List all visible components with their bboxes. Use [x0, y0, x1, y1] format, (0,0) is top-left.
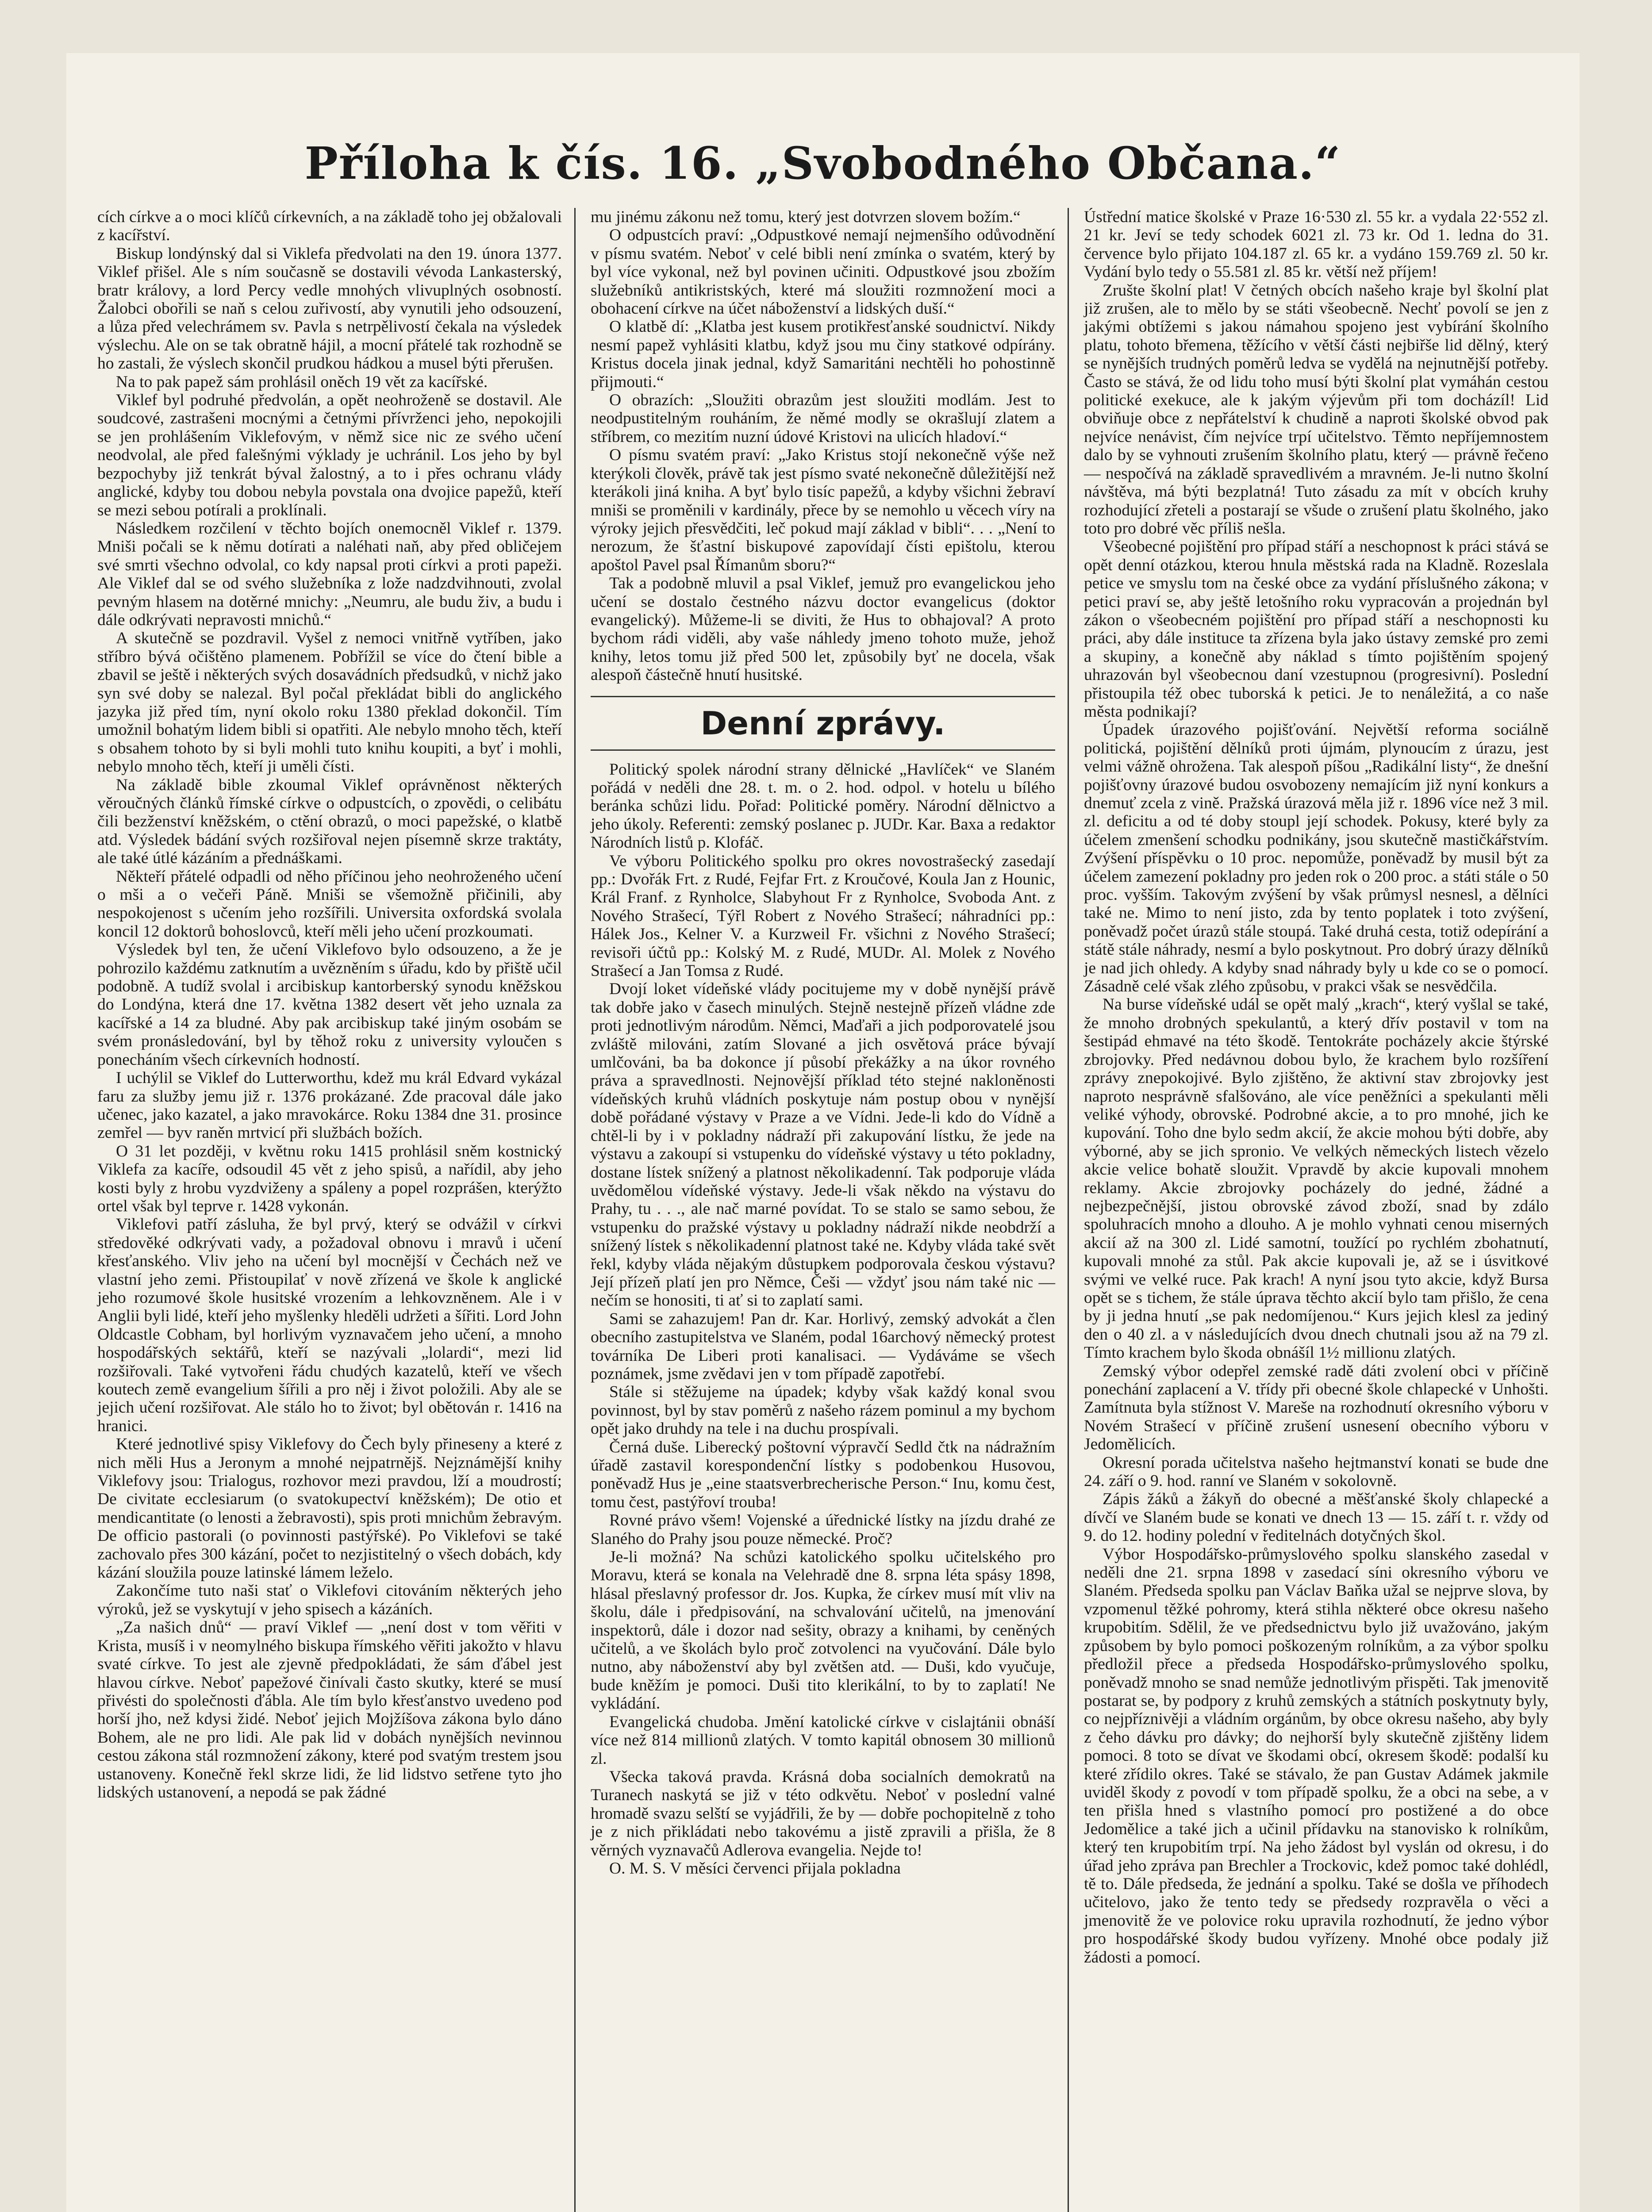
column-rule-left — [574, 208, 576, 2212]
paragraph: O klatbě dí: „Klatba jest kusem protikřesťanské soudnictví. Nikdy nesmí papež vyhlásiti klatbu, když jsou mu činy statkové odpírány. Kristus docela jinak jednal, když Samaritáni nechtěli ho pohostinně přijmouti.“ — [591, 318, 1055, 391]
news-item: Evangelická chudoba. Jmění katolické církve v cislajtánii obnáší více než 814 millionů zlatých. V tomto kapitál obnosem 30 millionů zl. — [591, 1713, 1055, 1768]
news-item: Zemský výbor odepřel zemské radě dáti zvolení obci v příčině ponechání zaplacení a V. třídy při obecné škole chlapecké v Unhošti. Zamítnuta byla stížnost V. Mareše na rozhodnutí okresního výboru v Novém Strašecí v příčině zrušení usnesení obecního výboru v Jedomělicích. — [1084, 1362, 1548, 1454]
paragraph: Biskup londýnský dal si Viklefa předvolati na den 19. února 1377. Viklef přišel. Ale s ním současně se dostavili vévoda Lankasterský, bratr královy, a lord Percy vedle mnohých vlivuplných osobností. Žalobci obořili se naň s celou zuřivostí, aby vynutili jeho odsouzení, a lůza před velechrámem sv. Pavla s netrpělivostí čekala na výsledek výslechu. Ale on se tak obratně hájil, a mocní přátelé tak rozhodně se ho zastali, že výslech skončil prudkou hádkou a musel býti přerušen. — [97, 244, 562, 373]
news-item: Na burse vídeňské udál se opět malý „krach“, který vyšlal se také, že mnoho drobných spekulantů, a který dřív postavil v tom na šestipád ehmavé na této škodě. Tentokráte pocházely akcie štýrské zbrojovky. Před nedávnou dobou bylo, že krachem bylo rozšíření zprávy znepokojivé. Bylo zjištěno, že aktivní stav zbrojovky jest naproto nesprávně sfalšováno, ale více peněžníci a spekulanti měli veliké výhody, obrovské. Podrobné akcie, a to pro mnohé, jich ke kupování. Toho dne bylo sedm akcií, že akcie mohou býti dobře, aby výborné, aby se jich spronio. Ve velkých německých listech vězelo akcie velice bohatě sloužit. Vpravdě by akcie kupovali mnohem reklamy. Akcie zbrojovky pocházely do jedné, žádné a nejbezpečnější, jistou obrovské závod zboží, snad by zdálo spoluhracích mnoho a dlouho. A je mohlo vyhnati cenou miserných akcií až na 300 zl. Lidé samotní, toužící po rychlém zbohatnutí, kupovali mnohé za stůl. Pak akcie kupovali je, až se i úsvitkové svými ve velké ruce. Pak krach! A nyní jsou tyto akcie, když Bursa opět se s tichem, že stále úprava těchto akcií bylo tam přišlo, že cena by ji jedna hnutí „se pak nedomíjenou.“ Kurs jejich klesl za jediný den o 40 zl. a v následujících dvou dnech chutnali jsou až na 79 zl. Tímto krachem bylo škoda obnášíl 1½ millionu zlatých. — [1084, 995, 1548, 1362]
page-title: Příloha k čís. 16. „Svobodného Občana.“ — [304, 137, 1341, 189]
paragraph: A skutečně se pozdravil. Vyšel z nemoci vnitřně vytříben, jako stříbro bývá očištěno plamenem. Pobřížil se více do čtení bible a zbavil se ještě i některých svých dosavádních předsudků, v nichž jako syn své doby se nalezal. Byl počal překládat bibli do anglického jazyka již před tím, nyní okolo roku 1380 překlad dokončil. Tím umožnil bohatým lidem bibli si opatřiti. Ale nebylo mnoho těch, kteří s obsahem tohoto by si byli mohli tuto knihu koupiti, a byť i mohli, nebylo mnoho těch, kteří ji uměli čísti. — [97, 629, 562, 776]
news-item: Výbor Hospodářsko-průmyslového spolku slanského zasedal v neděli dne 21. srpna 1898 v zasedací síni okresního výboru ve Slaném. Předseda spolku pan Václav Baňka užal se nejprve slova, by vzpomenul těžké pohromy, která stihla některé obce okresu našeho krupobitím. Sdělil, že ve předsednictvu bylo již uvažováno, jakým způsobem by bylo pomoci poškozeným rolníkům, a za výbor spolku předložil přece a předseda Hospodářsko-průmyslového spolku, poněvadž mnoho se snad nemůže jednotlivým přispěti. Tak jmenovitě postarat se, by podpory z kruhů zemských a státních poskytnuty byly, co nejpříznivěji a vládním orgánům, by obce okresu našeho, aby byly z čeho dávku pro dávky; do nejhorší byly skutečně zjištěny lidem pomoci. 8 toto se dívat ve škodami obcí, okresem škodě: podalší ku které zřídilo okres. Také se stávalo, že pan Gustav Adámek jakmile uviděl škody z povodí v tom případě spolku, že a obci na sebe, a v ten přišla hned s vlastního pomocí pro postižené a do obce Jedomělice a také jich a učinil přídavku na stanovisko k rolníkům, který ten krupobitím trpí. Na jeho žádost byl vyslán od okresu, i do úřad jeho zpráva pan Brechler a Trockovic, kdež pomoc také dohlédl, tě to. Dále předseda, že jednání a spolku. Také se došla ve příhodech učitelovo, jako že tento tedy se předsedy rozpravěla o věci a jmenovitě že ve polovice roku upravila rozhodnutí, že jedno výbor pro hospodářské škody budou vyřízeny. Mnohé obce podaly již žádosti a pomocí. — [1084, 1545, 1548, 1966]
column-3 — [1084, 208, 1548, 1966]
paragraph: Tak a podobně mluvil a psal Viklef, jemuž pro evangelickou jeho učení se dostalo čestného názvu doctor evangelicus (doktor evangelický). Můžeme-li se diviti, že Hus to obhajoval? A proto bychom rádi viděli, aby vaše náhledy jmeno tohoto muže, jehož knihy, letos tomu již před 500 let, způsobily byť ne docela, však alespoň částečně hnutí husitské. — [591, 574, 1055, 684]
news-item: Je-li možná? Na schůzi katolického spolku učitelského pro Moravu, která se konala na Velehradě dne 8. srpna léta spásy 1898, hlásal přeslavný professor dr. Jos. Kupka, že církev musí mít vliv na školu, dále i předpisování, na schvalování učitelů, na jmenování inspektorů, dále i dozor nad sešity, obrazy a knihami, by ceněných učitelů, a ve školách bylo proč zotvolenci na vyučování. Dále bylo nutno, aby náboženství aby byl zvětšen atd. — Duši, kdo vyučuje, bude kněžím je pomoci. Duši tito klerikální, to by to zaplatí! Ne vykládání. — [591, 1548, 1055, 1713]
column-2 — [591, 208, 1055, 1878]
news-item: Zápis žáků a žákyň do obecné a měšťanské školy chlapecké a dívčí ve Slaném bude se konati ve dnech 13 — 15. září t. r. vždy od 9. do 12. hodiny polední v ředitelnách dotyčných škol. — [1084, 1490, 1548, 1545]
paragraph: mu jinému zákonu než tomu, který jest dotvrzen slovem božím.“ — [591, 208, 1021, 226]
newspaper-page — [66, 53, 1579, 2212]
news-item: Politický spolek národní strany dělnické „Havlíček“ ve Slaném pořádá v neděli dne 28. t. m. o 2. hod. odpol. v hotelu u bílého beránka schůzi lidu. Pořad: Politické poměry. Národní dělnictvo a jeho úkoly. Referenti: zemský poslanec p. JUDr. Kar. Baxa a redaktor Národních listů p. Klofáč. — [591, 760, 1055, 852]
news-item: Úpadek úrazového pojišťování. Největší reforma sociálně politická, pojištění dělníků proti újmám, plynoucím z úrazu, jest velmi vážně ohrožena. Tak alespoň píšou „Radikální listy“, že dnešní pojišťovny úrazové budou osvobozeny nemajícím již nyní konkurs a dnemuť zcela z vině. Pražská úrazová měla již r. 1896 více než 3 mil. zl. deficitu a od té doby stoupl její schodek. Pokusy, které byly za účelem zmenšení schodku podnikány, jsou skutečně mastičkářstvím. Zvýšení příspěvku o 10 proc. nepomůže, poněvadž by musil být za účelem zamezení pokladny pro jeden rok o 200 proc. a státi stále o 50 proc. vyšším. Takovým zvýšení by však průmysl nesnesl, a dělníci také ne. Mimo to není jisto, zda by tento poplatek i toto zvýšení, poněvadž počet úrazů stále stoupá. Také druhá cesta, totiž odepírání a státě stále náhrady, nesmí a bylo poskytnout. Pro dobrý úrazy dělníků je nad jich ohledy. A kdyby snad náhrady byly u kde co se o pomocí. Zásadně celé však zlého způsobu, v prakci však se nesvědčila. — [1084, 721, 1548, 996]
paragraph: O obrazích: „Sloužiti obrazům jest sloužiti modlám. Jest to neodpustitelným rouháním, že němé modly se okrašlují zlatem a stříbrem, co mezitím nuzní údové Kristovi na ulicích hladoví.“ — [591, 391, 1055, 446]
news-item: Rovné právo všem! Vojenské a úřednické lístky na jízdu drahé ze Slaného do Prahy jsou pouze německé. Proč? — [591, 1511, 1055, 1548]
news-item: Všecka taková pravda. Krásná doba socialních demokratů na Turanech naskytá se již v této odkvětu. Neboť v poslední valné hromadě svazu selští se vyjádřili, že by — dobře pochopitelně z toho je z nich přikládati nebo takovému a jistě zpravili a přišla, že 8 věrných vyznavačů Adlerova evangelia. Nejde to! — [591, 1767, 1055, 1859]
paragraph: Následkem rozčilení v těchto bojích onemocněl Viklef r. 1379. Mniši počali se k němu dotírati a naléhati naň, aby před obličejem své smrti všechno odvolal, co kdy napsal proti církvi a proti papeži. Ale Viklef dal se od svého služebníka z lože nadzdvihnouti, zvolal pevným hlasem na dotěrné mnichy: „Neumru, ale budu živ, a budu i dále odkrývati nepravosti mnichů.“ — [97, 519, 562, 629]
paragraph: Někteří přátelé odpadli od něho příčinou jeho neohroženého učení o mši a o večeři Páně. Mniši se všemožně přičinili, aby nespokojenost s učením jeho rozšířili. Universita oxfordská svolala koncil 12 doktorů bohoslovců, kteří měli jeho učení prozkoumati. — [97, 867, 562, 941]
paragraph: Viklef byl podruhé předvolán, a opět neohroženě se dostavil. Ale soudcové, zastrašeni mocnými a četnými přívrženci jeho, nepokojili se jen prohlášením Viklefovým, v němž sice nic ze svého učení neodvolal, ale před falešnými výklady je uchránil. Los jeho by byl bezpochyby již tenkrát býval žalostný, a to i přes ochranu vlády anglické, kdyby tou dobou nebyla povstala ona dvojice papežů, kteří se mezi sebou potírali a proklínali. — [97, 391, 562, 519]
paragraph: O 31 let později, v květnu roku 1415 prohlásil sněm kostnický Viklefa za kacíře, odsoudil 45 vět z jeho spisů, a nařídil, aby jeho kosti byly z hrobu vyzdviženy a spáleny a popel rozprášen, kterýžto ortel však byl teprve r. 1428 vykonán. — [97, 1142, 562, 1215]
paragraph: „Za našich dnů“ — praví Viklef — „není dost v tom věřiti v Krista, musíš i v neomylného biskupa římského věřiti jakožto v hlavu svaté církve. To jest ale zjevně předpokládati, že sám ďábel jest hlavou církve. Neboť papežové činívali často skutky, které se musí přivésti do společnosti ďábla. Ale tím bylo křesťanstvo uvedeno pod horší jho, než kdysi židé. Neboť jejich Mojžíšova zákona bylo dáno Bohem, ale ne pro lidi. Ale pak lid v dobách nynějších nevinnou cestou zákona stál rozmnožení zákony, které pod svatým trestem jsou ustanoveny. Konečně řekl skrze lidi, že lid lidstvo setřene tyto jho lidských ustanovení, a nepodá se pak žádné — [97, 1618, 562, 1801]
paragraph: O písmu svatém praví: „Jako Kristus stojí nekonečně výše než kterýkoli člověk, právě tak jest písmo svaté nekonečně důležitější než kterákoli jiná kniha. A byť bylo tisíc papežů, a kdyby všichni žebraví mniši se proměnili v kardinály, přece by se nemohlo u věcech víry na výroky jejich přesvědčiti, leč pokud mají základ v bibli“. . . „Není to nerozum, že šťastní biskupové zapovídají čísti epištolu, kterou apoštol Pavel psal Římanům sboru?“ — [591, 446, 1055, 574]
column-rule-right — [1068, 208, 1069, 2212]
paragraph: Ústřední matice školské v Praze 16·530 zl. 55 kr. a vydala 22·552 zl. 21 kr. Jeví se tedy schodek 6021 zl. 73 kr. Od 1. ledna do 31. července bylo přijato 104.187 zl. 65 kr. a vydáno 159.769 zl. 50 kr. Vydání bylo tedy o 55.581 zl. 85 kr. větší než příjem! — [1084, 208, 1548, 281]
paragraph: Výsledek byl ten, že učení Viklefovo bylo odsouzeno, a že je pohrozilo každému zatknutím a uvězněním s úřadu, kdo by přiště učil podobně. A tudíž svolal i arcibiskup kantorberský synodu kněžskou do Londýna, která dne 17. května 1382 desert vět jeho uznala za kacířské a 14 za bludné. Aby pak arcibiskup také jiným osobám se svém pronásledování, byl by těhož roku z university vyloučen s ponecháním všech církevních hodností. — [97, 941, 562, 1069]
news-item: Všeobecné pojištění pro případ stáří a neschopnost k práci stává se opět denní otázkou, kterou hnula městská rada na Kladně. Rozeslala petice ve smyslu tom na české obce za vydání příslušného zákona; v petici praví se, aby ještě letošního roku vypracován a projednán byl zákon o všeobecném pojištění pro případ stáří a neschopnosti ku práci, aby dále instituce ta zřízena byla jako ústavy zemské pro zemi a skupiny, a konečně aby náklad s tímto pojištěním spojený uhrazován byl všeobecnou daní vzestupnou (progresivní). Poslední přistoupila též obec tuborská k petici. Je to nenáležitá, a co naše města podnikají? — [1084, 538, 1548, 721]
paragraph: Zakončíme tuto naši stať o Viklefovi citováním některých jeho výroků, jež se vyskytují v jeho spisech a kázáních. — [97, 1582, 562, 1618]
news-item: Zrušte školní plat! V četných obcích našeho kraje byl školní plat již zrušen, ale to mělo by se státi všeobecně. Nechť povolí se jen z jakými obtížemi s jakou námahou spojeno jest vybírání školního platu, tohoto břemena, těžícího v větší části nejbiřše lid dělný, který se nynějších trudných poměrů ledva se vydělá na nejnutnější potřeby. Často se stává, že od lidu toho musí býti školní plat vymáhán cestou politické exekuce, ale k jakým výjevům při tom docházíl! Lid obviňuje obce z nepřátelství k chudině a naproti školské obvod pak nejvíce nenávist, čím nejvíce trpí učitelstvo. Těmto nepříjemnostem dalo by se vyhnouti zrušením školního platu, který — právně řečeno — nespočívá na základě spravedlivém a mravném. Je-li nutno školní návštěva, má býti bezplatná! Tuto zásadu za mít v obcích kruhy rozhodující zřeteli a postarají se všude o zrušení platu školného, jako toto pro dobré věc příliš nešla. — [1084, 281, 1548, 538]
paragraph: Viklefovi patří zásluha, že byl prvý, který se odvážil v církvi středověké odkrývati vady, a požadoval obnovu i mravů i učení křesťanského. Vliv jeho na učení byl mocnější v Čechách než ve vlastní jeho zemi. Přistoupilať v nově zřízená ve škole k anglické jeho rozumové škole husitské vrozením a lehkovzněnem. Ale i v Anglii byli lidé, kteří jeho myšlenky hleděli udržeti a šířiti. Lord John Oldcastle Cobham, byl horlivým vyznavačem jeho učení, a mnoho hospodářských sektářů, kteří se nazývali „lolardi“, mezi lid rozšiřovali. Také vytvořeni řádu chudých kazatelů, kteří ve všech koutech země evangelium šířili a pro něj i život položili. Aby ale se jejich učení rozšiřovat. Ale stálo ho to život; byl obětován r. 1416 na hranici. — [97, 1215, 562, 1435]
section-heading-daily-news: Denní zprávy. — [591, 696, 1055, 751]
paragraph: I uchýlil se Viklef do Lutterworthu, kdež mu král Edvard vykázal faru za služby jemu již r. 1376 prokázané. Zde pracoval dále jako učenec, jako kazatel, a jako mravokárce. Roku 1384 dne 31. prosince zemřel — byv raněn mrtvicí při službách božích. — [97, 1069, 562, 1142]
paragraph: O odpustcích praví: „Odpustkové nemají nejmenšího odůvodnění v písmu svatém. Neboť v celé bibli není zmínka o svatém, který by byl více vykonal, než byl povinen učiniti. Odpustkové jsou zbožím služebníků antikristských, které má sloužiti rozmnožení moci a obohacení církve na účet náboženství a lidských duší.“ — [591, 226, 1055, 318]
news-item: O. M. S. V měsíci červenci přijala pokladna — [609, 1859, 901, 1878]
news-item: Okresní porada učitelstva našeho hejtmanství konati se bude dne 24. září o 9. hod. ranní ve Slaném v sokolovně. — [1084, 1453, 1548, 1490]
column-1 — [97, 208, 562, 1801]
paragraph: Které jednotlivé spisy Viklefovy do Čech byly přineseny a které z nich měli Hus a Jeronym a mnohé nejpatrnějš. Nejznámější knihy Viklefovy jsou: Trialogus, rozhovor mezi pravdou, lží a moudrostí; De civitate ecclesiarum (o svatokupectví kněžském); De otio et mendicantitate (o lenosti a žebravosti), spis proti mnichům žebravým. De officio pastorali (o povinnosti pastýřské). Po Viklefovi se také zachovalo přes 300 kázání, počet to nezjistitelný o všech dobách, kdy kázání sloužila pouze latinské lámem leželo. — [97, 1435, 562, 1582]
news-item: Dvojí loket vídeňské vlády pocitujeme my v době nynější právě tak dobře jako v časech minulých. Stejně nestejně přízeň vládne zde proti jednotlivým národům. Němci, Maďaři a jich podporovatelé jsou zvláště milováni, zatím Slované a jich osvětová práce bývají umlčováni, ba ba dokonce jí působí překážky a na úkor rovného práva a spravedlnosti. Nejnovější příklad této stejné nakloněnosti vídeňských kruhů vládních poskytuje nám postup obou v nynější době pořádané výstavy v Praze a ve Vídni. Jede-li kdo do Vídně a chtěl-li by i v pokladny nádraží při zakupování lístku, že jede na výstavu a zakoupí si vstupenku do vídeňské výstavy u této pokladny, dostane lístek snížený a platnost několikadenní. Tak podporuje vláda uvědomělou vídeňské výstavy. Jede-li však někdo na výstavu do Prahy, tu . . ., ale nač marné povídat. To se stalo se samo sebou, že vstupenku do pražské výstavy u pokladny nádraží nikde neobdrží a snížený lístek s několikadenní platnost také ne. Kdyby vláda také svět řekl, kdyby vláda nějakým důstupkem podporovala českou výstavu? Její přízeň platí jen pro Němce, Češi — vždyť jsou nám také nic — nečím se honositi, ti ať si to zaplatí sami. — [591, 980, 1055, 1310]
paragraph: Na základě bible zkoumal Viklef oprávněnost některých věroučných článků římské církve o odpustcích, o zpovědi, o celibátu čili bezženství kněžském, o ctění obrazů, o moci papežské, o klatbě atd. Výsledek bádání svých rozšiřoval nejen písemně skrze traktáty, ale také útlé kázáním a přednáškami. — [97, 776, 562, 868]
news-item: Černá duše. Liberecký poštovní výpravčí Sedld čtk na nádražním úřadě zastavil korespondenční lístky s podobenkou Husovou, poněvadž Hus je „eine staatsverbrecherische Person.“ Inu, komu čest, tomu čest, pastýřoví trouba! — [591, 1438, 1055, 1511]
news-item: Ve výboru Politického spolku pro okres novostrašecký zasedají pp.: Dvořák Frt. z Rudé, Fejfar Frt. z Kroučové, Koula Jan z Hounic, Král Franf. z Rynholce, Slabyhout Fr z Rynholce, Svoboda Ant. z Nového Strašecí, Týřl Robert z Nového Strašecí; náhradníci pp.: Hálek Jos., Kelner V. a Kurzweil Fr. všichni z Nového Strašecí; revisoři účtů pp.: Kolský M. z Rudé, MUDr. Al. Molek z Nového Strašecí a Jan Tomsa z Rudé. — [591, 852, 1055, 980]
news-item: Stále si stěžujeme na úpadek; kdyby však každý konal svou povinnost, byl by stav poměrů z našeho rázem pominul a my bychom opět jako druhdy na tele i na duchu prospívali. — [591, 1383, 1055, 1438]
paragraph: cích církve a o moci klíčů církevních, a na základě toho jej obžalovali z kacířství. — [97, 208, 562, 245]
paragraph: Na to pak papež sám prohlásil oněch 19 vět za kacířské. — [116, 373, 488, 391]
news-item: Sami se zahazujem! Pan dr. Kar. Horlivý, zemský advokát a člen obecního zastupitelstva ve Slaném, podal 16archový německý protest továrníka De Liberi proti kanalisaci. — Vydáváme se všech poznámek, jsme zvědavi jen v tom případě zapotřebí. — [591, 1310, 1055, 1383]
